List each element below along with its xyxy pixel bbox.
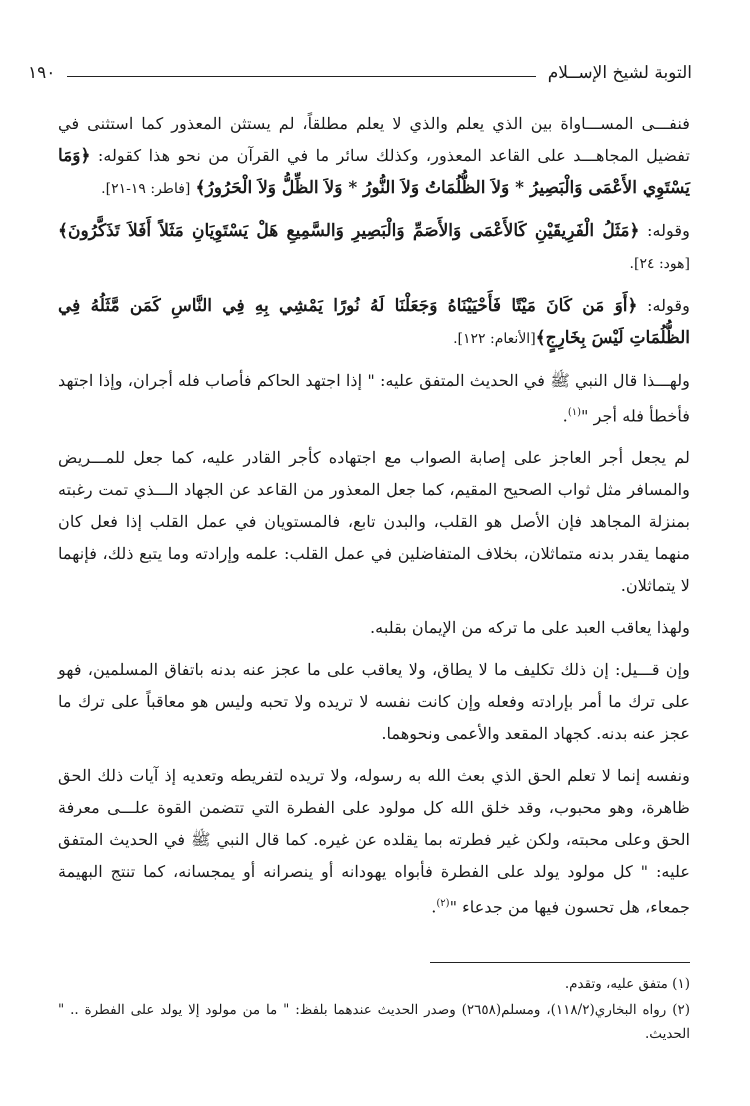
paragraph <box>58 442 690 602</box>
paragraph <box>58 215 690 280</box>
verse-reference: [الأنعام: ١٢٢]. <box>453 331 536 347</box>
quran-verse: ﴿مَثَلُ الْفَرِيقَيْنِ كَالأَعْمَى وَالأَصَمِّ وَالْبَصِيرِ وَالسَّمِيعِ هَلْ يَسْتَوِيَانِ مَثَلاً أَفَلاَ تَذَكَّرُونَ﴾ <box>58 221 640 241</box>
paragraph-tail: . <box>562 406 568 426</box>
paragraph-text: وإن قـــيل: إن ذلك تكليف ما لا يطاق، ولا يعاقب على ما عجز عنه بدنه باتفاق المسلمين، فهو على ترك ما أمر بإرادته وفعله وإن كانت نفسه لا تريده ولا تحبه وليس هو معاقباً على ترك ما عجز عنه بدنه. كجهاد المقعد والأعمى ونحوهما. <box>58 660 690 744</box>
quran-verse: ﴿وَمَا يَسْتَوِي الأَعْمَى وَالْبَصِيرُ * وَلاَ الظُّلُمَاتُ وَلاَ النُّورُ * وَلاَ الظِّلُّ وَلاَ الْحَرُورُ﴾ <box>58 146 690 198</box>
footnotes <box>58 972 690 1048</box>
header-rule <box>67 76 535 77</box>
running-header-title: التوبة لشيخ الإســلام <box>547 63 692 83</box>
paragraph-text: فنفـــى المســـاواة بين الذي يعلم والذي لا يعلم مطلقاً، لم يستثن المعذور كما استثنى في تفضيل المجاهـــد على القاعد المعذور، وكذلك سائر ما في القرآن من نحو هذا كقوله: <box>58 114 690 165</box>
paragraph <box>58 290 690 355</box>
paragraph <box>58 760 690 923</box>
verse-reference: [فاطر: ١٩-٢١]. <box>101 181 191 197</box>
paragraph-text: وقوله: <box>637 296 690 315</box>
paragraph-text: وقوله: <box>639 221 690 240</box>
footnote-separator <box>430 962 690 963</box>
running-header <box>28 58 692 88</box>
paragraph-text: ولهـــذا قال النبي ﷺ في الحديث المتفق عليه: " إذا اجتهد الحاكم فأصاب فله أجران، وإذا اجتهد فأخطأ فله أجر " <box>58 371 690 426</box>
footnote: (٢) رواه البخاري(١١٨/٢)، ومسلم(٢٦٥٨) وصدر الحديث عندهما بلفظ: " ما من مولود إلا يولد على الفطرة .. " الحديث. <box>58 1002 691 1042</box>
paragraph <box>58 108 690 205</box>
paragraph-text: لم يجعل أجر العاجز على إصابة الصواب مع اجتهاده كأجر القادر عليه، كما جعل للمـــريض والمسافر مثل ثواب الصحيح المقيم، كما جعل المعذور من القاعد عن الجهاد الـــذي تمت رغبته بمنزلة المجاهد فإن الأصل هو القلب، والبدن تابع، فالمستويان في عمل القلب إذا فعل كان منهما يقدر بدنه متماثلان، بخلاف المتفاضلين في عمل القلب: علمه وإرادته وما يتبع ذلك، فإنهما لا يتماثلان. <box>58 448 690 596</box>
paragraph <box>58 654 690 750</box>
paragraph-text: ولهذا يعاقب العبد على ما تركه من الإيمان بقلبه. <box>370 618 690 638</box>
footnote-marker[interactable]: (١) <box>567 407 582 418</box>
paragraph <box>58 365 690 432</box>
paragraph-tail: . <box>431 897 437 917</box>
footnote-marker[interactable]: (٢) <box>436 898 450 910</box>
paragraph-text: ونفسه إنما لا تعلم الحق الذي بعث الله به رسوله، ولا تريده لتفريطه وتعديه إذ آيات ذلك الحق ظاهرة، وهو محبوب، وقد خلق الله كل مولود على الفطرة التي تتضمن القوة علـــى معرفة الحق وعلى محبته، ولكن غير فطرته بما يقلده عن غيره. كما قال النبي ﷺ في الحديث المتفق عليه: " كل مولود يولد على الفطرة فأبواه يهودانه أو ينصرانه أو يمجسانه، كما تنتج البهيمة جمعاء، هل تحسون فيها من جدعاء " <box>58 766 690 917</box>
quran-verse: ﴿أَوَ مَن كَانَ مَيْتًا فَأَحْيَيْنَاهُ وَجَعَلْنَا لَهُ نُورًا يَمْشِي بِهِ فِي النَّاسِ كَمَن مَّثَلُهُ فِي الظُّلُمَاتِ لَيْسَ بِخَارِجٍ﴾ <box>58 296 690 348</box>
paragraph <box>58 612 690 644</box>
page-number: ١٩٠ <box>28 63 56 83</box>
verse-reference: [هود: ٢٤]. <box>629 256 690 272</box>
footnote: (١) متفق عليه، وتقدم. <box>564 976 690 992</box>
main-text <box>58 108 690 934</box>
